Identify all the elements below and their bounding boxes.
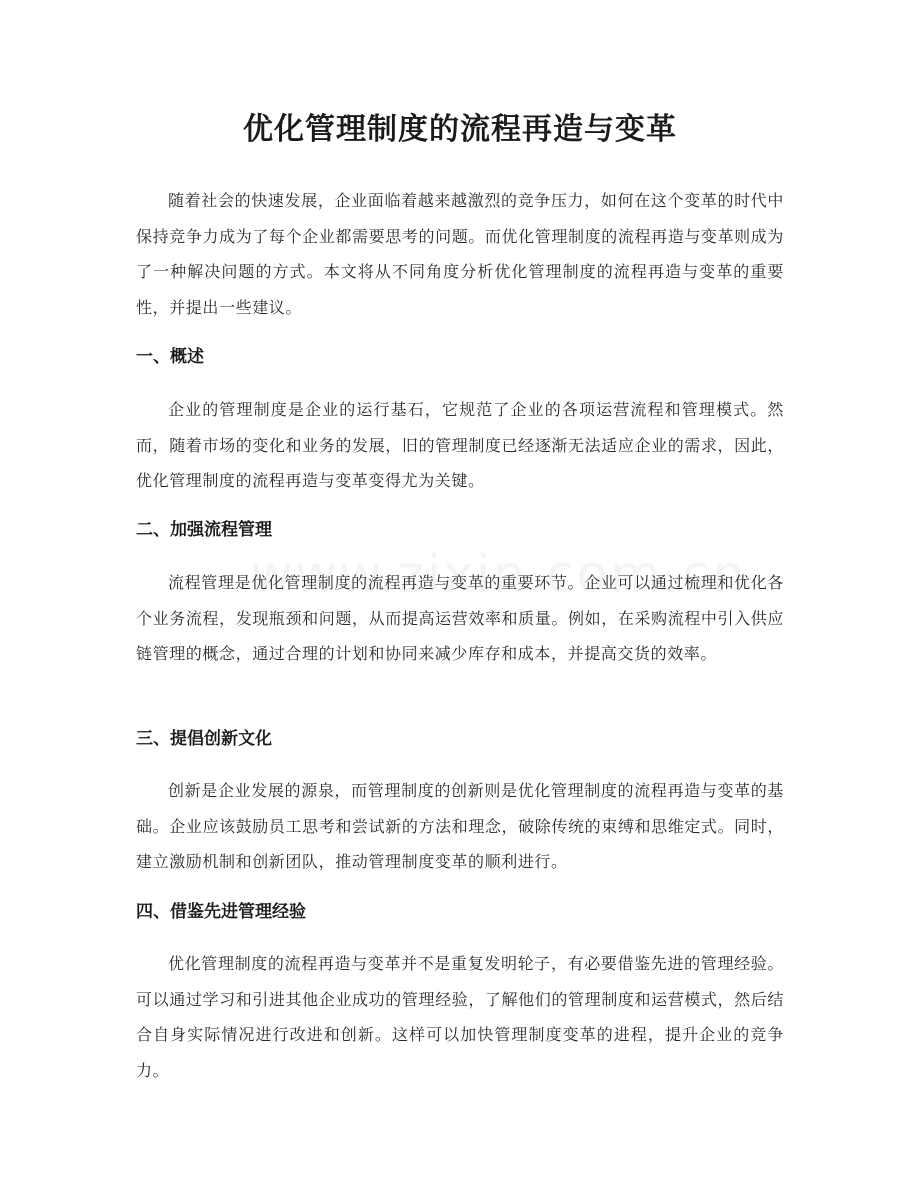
- section-body-overview: 企业的管理制度是企业的运行基石，它规范了企业的各项运营流程和管理模式。然而，随着市场的变化和业务的发展，旧的管理制度已经逐渐无法适应企业的需求，因此，优化管理制度的流程再造与变革变得尤为关键。: [136, 400, 784, 490]
- section-body-process-management: 流程管理是优化管理制度的流程再造与变革的重要环节。企业可以通过梳理和优化各个业务流程，发现瓶颈和问题，从而提高运营效率和质量。例如，在采购流程中引入供应链管理的概念，通过合理的计划和协同来减少库存和成本，并提高交货的效率。: [136, 573, 784, 663]
- section-heading-overview: 一、概述: [136, 347, 204, 367]
- section-heading-process-management: 二、加强流程管理: [136, 520, 272, 540]
- section-body-advanced-experience: 优化管理制度的流程再造与变革并不是重复发明轮子，有必要借鉴先进的管理经验。可以通过学习和引进其他企业成功的管理经验，了解他们的管理制度和运营模式，然后结合自身实际情况进行改进和创新。这样可以加快管理制度变革的进程，提升企业的竞争力。: [136, 954, 784, 1080]
- section-heading-advanced-experience: 四、借鉴先进管理经验: [136, 902, 306, 922]
- section-body-innovation-culture: 创新是企业发展的源泉，而管理制度的创新则是优化管理制度的流程再造与变革的基础。企业应该鼓励员工思考和尝试新的方法和理念，破除传统的束缚和思维定式。同时，建立激励机制和创新团队，推动管理制度变革的顺利进行。: [136, 781, 784, 871]
- page-title: 优化管理制度的流程再造与变革: [243, 112, 677, 147]
- intro-paragraph: 随着社会的快速发展，企业面临着越来越激烈的竞争压力，如何在这个变革的时代中保持竞争力成为了每个企业都需要思考的问题。而优化管理制度的流程再造与变革则成为了一种解决问题的方式。本文将从不同角度分析优化管理制度的流程再造与变革的重要性，并提出一些建议。: [136, 191, 784, 317]
- section-heading-innovation-culture: 三、提倡创新文化: [136, 729, 272, 749]
